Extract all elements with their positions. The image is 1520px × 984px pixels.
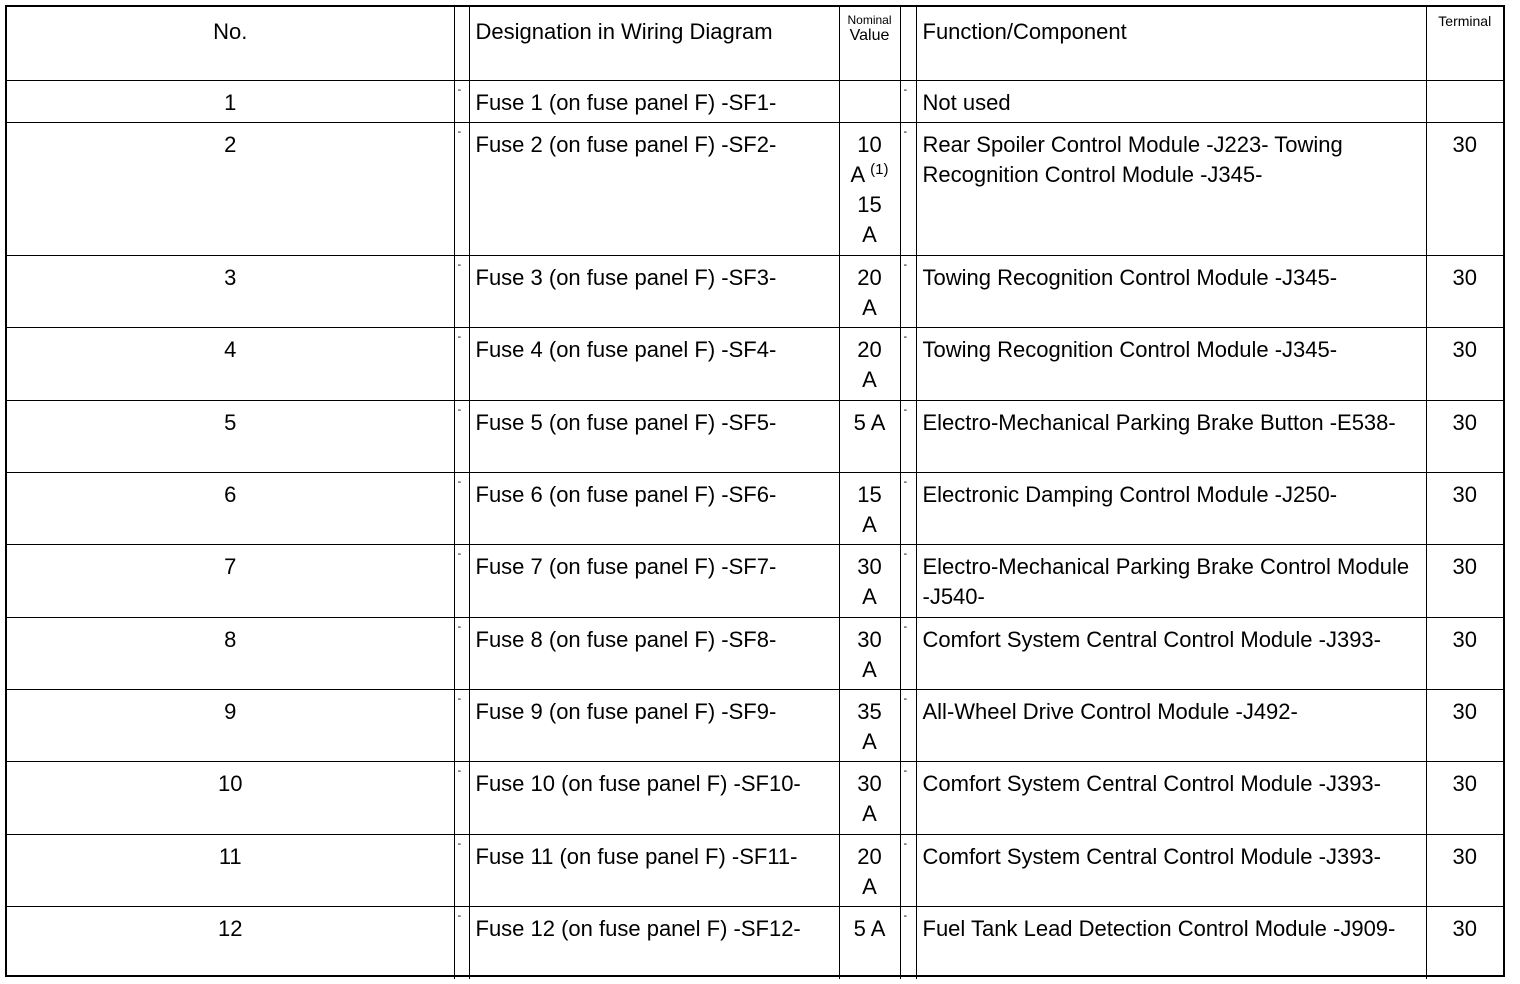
header-gap	[454, 7, 469, 80]
nominal-value-line: 35	[857, 698, 882, 724]
row-terminal: 30	[1426, 472, 1503, 544]
row-terminal: 30	[1426, 255, 1503, 327]
row-nominal	[839, 906, 900, 979]
row-designation: Fuse 6 (on fuse panel F) -SF6-	[469, 472, 839, 544]
table-row	[7, 544, 1503, 617]
fuse-table-sheet	[5, 5, 1505, 977]
header-no: No.	[7, 7, 454, 80]
row-terminal: 30	[1426, 906, 1503, 979]
nominal-unit-line: A	[862, 656, 877, 682]
row-terminal: 30	[1426, 544, 1503, 617]
header-designation: Designation in Wiring Diagram	[469, 7, 839, 80]
gap-marker: -	[457, 837, 462, 850]
gap-cell	[454, 122, 469, 255]
row-no: 5	[7, 400, 454, 472]
table-row	[7, 400, 1503, 472]
nominal-unit-line: A	[862, 728, 877, 754]
nominal-value-line: 20	[857, 264, 882, 290]
nominal-unit-line: A	[862, 800, 877, 826]
row-function: Electronic Damping Control Module -J250-	[916, 472, 1426, 544]
row-no: 1	[7, 80, 454, 122]
gap-cell	[454, 327, 469, 400]
gap-cell	[454, 472, 469, 544]
gap-cell	[900, 906, 916, 979]
row-no: 10	[7, 761, 454, 834]
row-function: Comfort System Central Control Module -J393-	[916, 761, 1426, 834]
row-designation: Fuse 8 (on fuse panel F) -SF8-	[469, 617, 839, 689]
row-nominal	[839, 327, 900, 400]
gap-cell	[900, 689, 916, 761]
row-function: Rear Spoiler Control Module -J223- Towing Recognition Control Module -J345-	[916, 122, 1426, 255]
row-no: 9	[7, 689, 454, 761]
gap-cell	[900, 617, 916, 689]
gap-marker: -	[457, 125, 462, 138]
row-nominal	[839, 122, 900, 255]
nominal-alt-value-line: 15	[857, 191, 882, 217]
row-terminal: 30	[1426, 122, 1503, 255]
gap-marker: -	[457, 620, 462, 633]
gap-marker: -	[903, 258, 908, 271]
row-nominal	[839, 689, 900, 761]
gap-cell	[900, 122, 916, 255]
gap-cell	[900, 761, 916, 834]
nominal-value-line: 30	[857, 553, 882, 579]
gap-cell	[454, 400, 469, 472]
table-row	[7, 689, 1503, 761]
nominal-value-line: 30	[857, 770, 882, 796]
row-terminal: 30	[1426, 834, 1503, 906]
row-no: 4	[7, 327, 454, 400]
gap-marker: -	[457, 403, 462, 416]
row-terminal: 30	[1426, 617, 1503, 689]
nominal-unit-line: A	[862, 583, 877, 609]
gap-marker: -	[903, 909, 908, 922]
gap-cell	[900, 834, 916, 906]
row-nominal	[839, 400, 900, 472]
gap-cell	[900, 327, 916, 400]
nominal-value-line: 30	[857, 626, 882, 652]
gap-marker: -	[903, 547, 908, 560]
gap-cell	[454, 255, 469, 327]
row-designation: Fuse 2 (on fuse panel F) -SF2-	[469, 122, 839, 255]
table-row	[7, 80, 1503, 122]
header-terminal: Terminal	[1426, 7, 1503, 80]
row-no: 6	[7, 472, 454, 544]
fuse-table	[7, 7, 1503, 979]
gap-cell	[454, 906, 469, 979]
row-designation: Fuse 4 (on fuse panel F) -SF4-	[469, 327, 839, 400]
row-function: All-Wheel Drive Control Module -J492-	[916, 689, 1426, 761]
footnote-marker: (1)	[870, 160, 889, 178]
gap-marker: -	[903, 403, 908, 416]
gap-marker: -	[457, 475, 462, 488]
row-designation: Fuse 7 (on fuse panel F) -SF7-	[469, 544, 839, 617]
row-designation: Fuse 3 (on fuse panel F) -SF3-	[469, 255, 839, 327]
row-no: 8	[7, 617, 454, 689]
gap-marker: -	[903, 125, 908, 138]
gap-cell	[454, 617, 469, 689]
row-terminal	[1426, 80, 1503, 122]
row-terminal: 30	[1426, 400, 1503, 472]
gap-marker: -	[457, 909, 462, 922]
gap-cell	[900, 544, 916, 617]
header-nominal-bottom: Value	[849, 27, 890, 44]
table-row	[7, 122, 1503, 255]
nominal-unit-line: A	[862, 294, 877, 320]
row-function: Towing Recognition Control Module -J345-	[916, 327, 1426, 400]
table-row	[7, 472, 1503, 544]
row-designation: Fuse 10 (on fuse panel F) -SF10-	[469, 761, 839, 834]
header-gap	[900, 7, 916, 80]
gap-marker: -	[457, 258, 462, 271]
gap-marker: -	[903, 764, 908, 777]
row-function: Electro-Mechanical Parking Brake Button -E538-	[916, 400, 1426, 472]
nominal-value-line: 10	[857, 131, 882, 157]
gap-marker: -	[903, 330, 908, 343]
table-row	[7, 255, 1503, 327]
header-nominal-top: Nominal	[847, 13, 892, 27]
nominal-value-line: 20	[857, 843, 882, 869]
table-row	[7, 617, 1503, 689]
nominal-unit-line: A	[862, 366, 877, 392]
row-no: 7	[7, 544, 454, 617]
row-designation: Fuse 5 (on fuse panel F) -SF5-	[469, 400, 839, 472]
nominal-unit-with-note	[842, 160, 898, 190]
gap-cell	[454, 834, 469, 906]
row-no: 11	[7, 834, 454, 906]
row-designation: Fuse 12 (on fuse panel F) -SF12-	[469, 906, 839, 979]
row-terminal: 30	[1426, 327, 1503, 400]
nominal-unit-line: A	[850, 161, 864, 187]
row-no: 2	[7, 122, 454, 255]
row-function: Towing Recognition Control Module -J345-	[916, 255, 1426, 327]
gap-marker: -	[903, 83, 908, 96]
row-nominal	[839, 80, 900, 122]
row-nominal	[839, 761, 900, 834]
nominal-unit-line: A	[862, 873, 877, 899]
gap-marker: -	[457, 83, 462, 96]
row-nominal	[839, 472, 900, 544]
row-designation: Fuse 11 (on fuse panel F) -SF11-	[469, 834, 839, 906]
gap-marker: -	[903, 475, 908, 488]
gap-marker: -	[903, 692, 908, 705]
row-function: Electro-Mechanical Parking Brake Control Module -J540-	[916, 544, 1426, 617]
row-function: Fuel Tank Lead Detection Control Module -J909-	[916, 906, 1426, 979]
header-nominal-value	[839, 7, 900, 80]
gap-marker: -	[457, 547, 462, 560]
gap-cell	[900, 80, 916, 122]
gap-marker: -	[457, 692, 462, 705]
row-designation: Fuse 9 (on fuse panel F) -SF9-	[469, 689, 839, 761]
row-function: Not used	[916, 80, 1426, 122]
row-nominal	[839, 544, 900, 617]
header-row	[7, 7, 1503, 80]
gap-cell	[454, 80, 469, 122]
nominal-value-line: 15	[857, 481, 882, 507]
nominal-value-line: 5 A	[853, 915, 886, 941]
table-row	[7, 761, 1503, 834]
row-function: Comfort System Central Control Module -J393-	[916, 834, 1426, 906]
row-no: 3	[7, 255, 454, 327]
row-nominal	[839, 834, 900, 906]
nominal-value-line: 20	[857, 336, 882, 362]
row-nominal	[839, 617, 900, 689]
gap-cell	[900, 400, 916, 472]
gap-marker: -	[457, 764, 462, 777]
gap-cell	[454, 761, 469, 834]
gap-marker: -	[903, 620, 908, 633]
nominal-value-line: 5 A	[853, 409, 886, 435]
gap-cell	[900, 255, 916, 327]
nominal-alt-unit-line: A	[862, 221, 877, 247]
gap-marker: -	[903, 837, 908, 850]
gap-marker: -	[457, 330, 462, 343]
gap-cell	[454, 544, 469, 617]
row-function: Comfort System Central Control Module -J393-	[916, 617, 1426, 689]
table-row	[7, 906, 1503, 979]
header-function: Function/Component	[916, 7, 1426, 80]
row-no: 12	[7, 906, 454, 979]
gap-cell	[900, 472, 916, 544]
row-nominal	[839, 255, 900, 327]
row-terminal: 30	[1426, 689, 1503, 761]
row-designation: Fuse 1 (on fuse panel F) -SF1-	[469, 80, 839, 122]
table-row	[7, 327, 1503, 400]
table-row	[7, 834, 1503, 906]
row-terminal: 30	[1426, 761, 1503, 834]
gap-cell	[454, 689, 469, 761]
nominal-unit-line: A	[862, 511, 877, 537]
